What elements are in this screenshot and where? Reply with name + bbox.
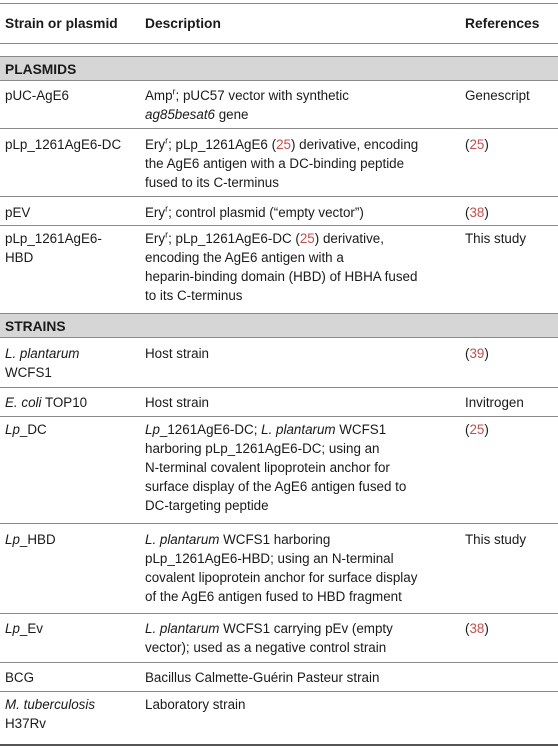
row-name: L. plantarum WCFS1 <box>5 346 80 380</box>
row-reference: (25) <box>465 137 489 152</box>
section-title: STRAINS <box>5 319 66 334</box>
row-divider <box>0 662 558 663</box>
row-name: pLp_1261AgE6- HBD <box>5 231 102 265</box>
row-name: pLp_1261AgE6-DC <box>5 137 122 152</box>
row-description: Host strain <box>145 395 209 410</box>
row-reference: (25) <box>465 422 489 437</box>
citation-link[interactable]: 38 <box>469 621 485 636</box>
row-name: BCG <box>5 670 35 685</box>
citation-link[interactable]: 38 <box>469 205 485 220</box>
row-reference: (39) <box>465 346 489 361</box>
row-reference: (38) <box>465 205 489 220</box>
header-references: References <box>465 16 540 31</box>
row-name: pUC-AgE6 <box>5 88 70 103</box>
top-rule <box>0 3 558 4</box>
row-divider <box>0 128 558 129</box>
row-description: Ery$^r$; control plasmid (“empty vector”) <box>145 203 364 220</box>
row-reference: This study <box>465 532 527 547</box>
header-strain-or-plasmid: Strain or plasmid <box>5 16 118 31</box>
bottom-rule <box>0 744 558 746</box>
row-divider <box>0 691 558 692</box>
header-rule <box>0 43 558 44</box>
row-reference: This study <box>465 231 527 246</box>
section-title: PLASMIDS <box>5 62 77 77</box>
row-description: Ery$^r$; pLp_1261AgE6 (25) derivative, encoding the AgE6 antigen with a DC-binding peptide fused to its C-terminus <box>145 135 419 190</box>
row-name: Lp_HBD <box>5 532 56 547</box>
citation-link[interactable]: 25 <box>276 137 291 152</box>
row-description: Host strain <box>145 346 209 361</box>
citation-link[interactable]: 25 <box>299 231 315 246</box>
row-name: M. tuberculosis H37Rv <box>5 697 96 731</box>
row-description: Lp_1261AgE6-DC; L. plantarum WCFS1 harboring pLp_1261AgE6-DC; using an N-terminal covalent lipoprotein anchor for surface display of the AgE6 antigen fused to DC-targeting peptide <box>145 422 407 513</box>
row-reference: Invitrogen <box>465 395 524 410</box>
row-description: Laboratory strain <box>145 697 246 712</box>
row-name: pEV <box>5 205 31 220</box>
section-strains <box>0 313 558 338</box>
row-name: E. coli TOP10 <box>5 395 88 410</box>
header-description: Description <box>145 16 221 31</box>
row-description: L. plantarum WCFS1 harboring pLp_1261AgE6-HBD; using an N-terminal covalent lipoprotein anchor for surface display of the AgE6 antigen fused to HBD fragment <box>145 532 418 604</box>
row-divider <box>0 387 558 388</box>
citation-link[interactable]: 39 <box>469 346 485 361</box>
row-description: Bacillus Calmette-Guérin Pasteur strain <box>145 670 380 685</box>
row-divider <box>0 225 558 226</box>
row-reference: (38) <box>465 621 489 636</box>
row-divider <box>0 613 558 614</box>
row-description: Amp$^r$; pUC57 vector with synthetic ag85besat6 gene <box>145 86 349 122</box>
row-name: Lp_DC <box>5 422 47 437</box>
row-divider <box>0 196 558 197</box>
row-divider <box>0 523 558 524</box>
row-reference: Genescript <box>465 88 530 103</box>
row-description: L. plantarum WCFS1 carrying pEv (empty vector); used as a negative control strain <box>145 621 393 655</box>
section-plasmids <box>0 56 558 81</box>
row-name: Lp_Ev <box>5 621 43 636</box>
citation-link[interactable]: 25 <box>469 137 485 152</box>
row-divider <box>0 416 558 417</box>
citation-link[interactable]: 25 <box>469 422 485 437</box>
row-description: Ery$^r$; pLp_1261AgE6-DC (25) derivative, encoding the AgE6 antigen with a heparin-binding domain (HBD) of HBHA fused to its C-terminus <box>145 229 418 303</box>
